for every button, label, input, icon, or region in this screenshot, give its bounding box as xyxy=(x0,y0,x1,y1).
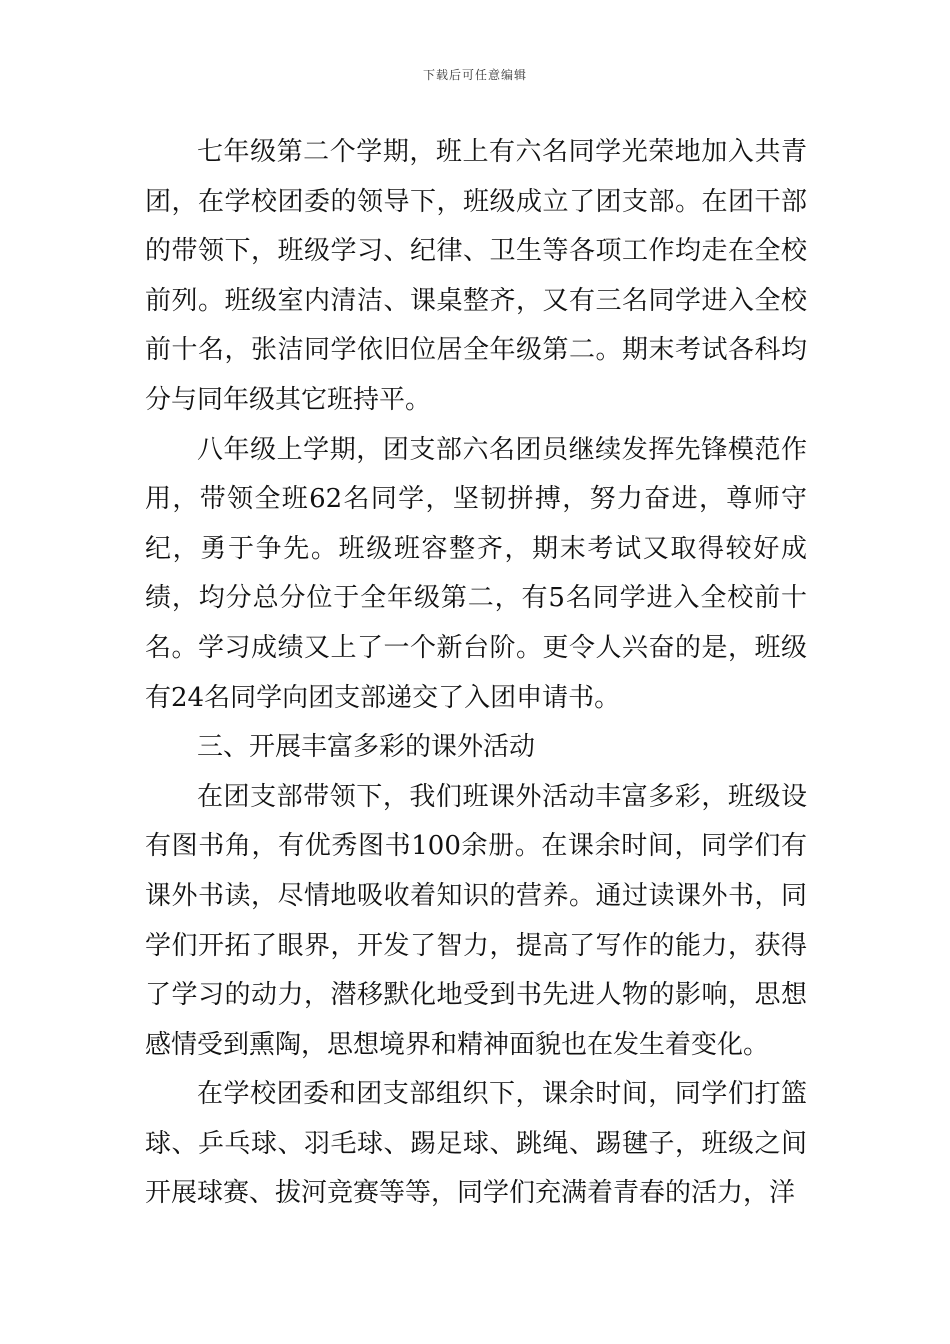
paragraph-book-corner: 在团支部带领下，我们班课外活动丰富多彩，班级设有图书角，有优秀图书100余册。在课余时间，同学们有课外书读，尽情地吸收着知识的营养。通过读课外书，同学们开拓了眼界，开发了智力，提高了写作的能力，获得了学习的动力，潜移默化地受到书先进人物的影响，思想感情受到熏陶，思想境界和精神面貌也在发生着变化。 xyxy=(145,781,807,1060)
paragraph-grade8: 八年级上学期，团支部六名团员继续发挥先锋模范作用，带领全班62名同学，坚韧拼搏，努力奋进，尊师守纪，勇于争先。班级班容整齐，期末考试又取得较好成绩，均分总分位于全年级第二，有5名同学进入全校前十名。学习成绩又上了一个新台阶。更令人兴奋的是，班级有24名同学向团支部递交了入团申请书。 xyxy=(145,434,807,713)
document-body xyxy=(145,128,807,1219)
page-header: 下载后可任意编辑 xyxy=(422,68,527,82)
paragraph-sports: 在学校团委和团支部组织下，课余时间，同学们打篮球、乒乓球、羽毛球、踢足球、跳绳、踢毽子，班级之间开展球赛、拔河竞赛等等，同学们充满着青春的活力，洋 xyxy=(145,1079,807,1209)
section-heading-activities: 三、开展丰富多彩的课外活动 xyxy=(197,732,536,763)
paragraph-grade7: 七年级第二个学期，班上有六名同学光荣地加入共青团，在学校团委的领导下，班级成立了团支部。在团干部的带领下，班级学习、纪律、卫生等各项工作均走在全校前列。班级室内清洁、课桌整齐，又有三名同学进入全校前十名，张洁同学依旧位居全年级第二。期末考试各科均分与同年级其它班持平。 xyxy=(145,137,807,415)
